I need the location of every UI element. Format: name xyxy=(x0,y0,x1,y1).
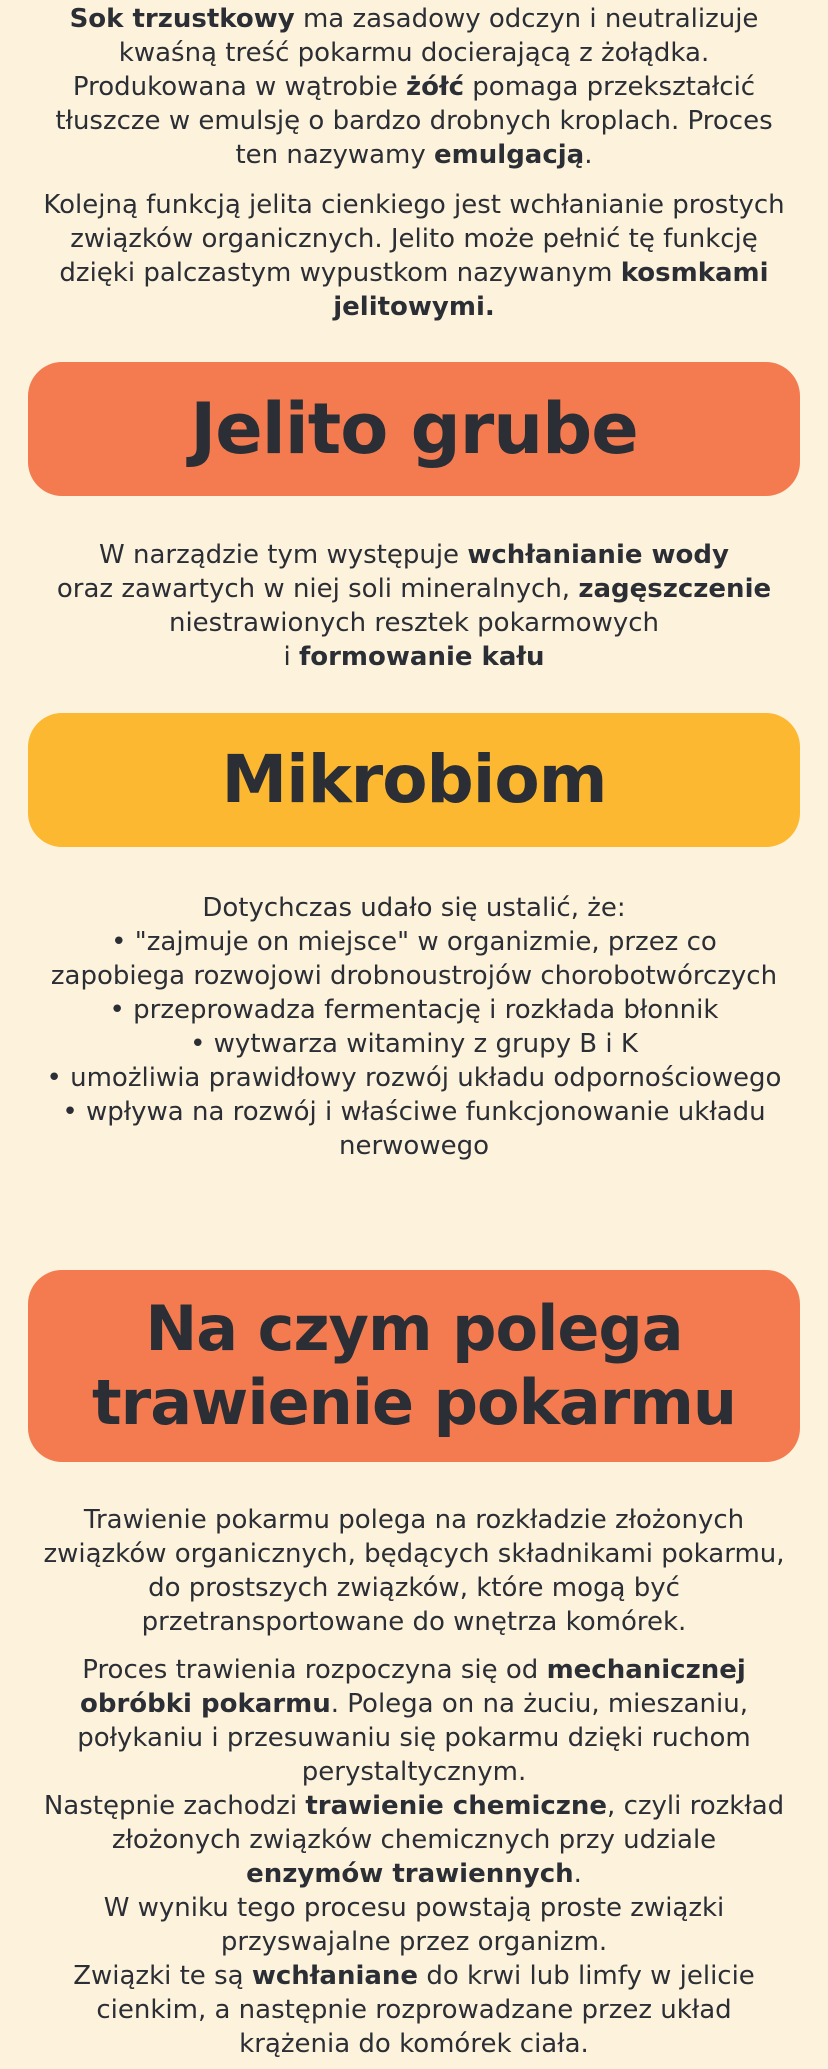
list-item: • przeprowadza fermentację i rozkłada błonnik xyxy=(40,993,788,1027)
bold-phrase: mechanicznej obróbki pokarmu xyxy=(80,1655,746,1719)
section-banner-mikrobiom xyxy=(28,713,800,847)
intro-paragraph-1: Sok trzustkowy ma zasadowy odczyn i neutralizuje kwaśną treść pokarmu docierającą z żołądka. Produkowana w wątrobie żółć pomaga przekształcić tłuszcze w emulsję o bardzo drobnych kroplach. Proces ten nazywamy emulgacją. xyxy=(55,4,773,170)
intro-paragraph-2: Kolejną funkcją jelita cienkiego jest wchłanianie prostych związków organicznych. Jelito może pełnić tę funkcję dzięki palczastym wypustkom nazywanym kosmkami jelitowymi. xyxy=(43,190,785,322)
section-banner-jelito-grube xyxy=(28,362,800,496)
list-item: • wpływa na rozwój i właściwe funkcjonowanie układu nerwowego xyxy=(40,1095,788,1163)
list-item: • umożliwia prawidłowy rozwój układu odpornościowego xyxy=(40,1061,788,1095)
mikrobiom-list xyxy=(40,925,788,1163)
bold-phrase: Sok trzustkowy xyxy=(69,4,295,34)
bold-phrase: trawienie chemiczne xyxy=(305,1791,608,1821)
bold-phrase: wchłaniane xyxy=(251,1961,419,1991)
section-title: Jelito grube xyxy=(190,388,638,470)
bold-phrase: żółć xyxy=(405,72,465,102)
bold-phrase: formowanie kału xyxy=(298,642,545,672)
bold-phrase: emulgacją xyxy=(434,140,585,170)
section-banner-trawienie xyxy=(28,1270,800,1462)
trawienie-paragraph-1: Trawienie pokarmu polega na rozkładzie złożonych związków organicznych, będących składnikami pokarmu, do prostszych związków, które mogą być przetransportowane do wnętrza komórek. xyxy=(43,1505,785,1637)
bold-phrase: kosmkami jelitowymi. xyxy=(333,258,769,322)
bold-phrase: enzymów trawiennych xyxy=(246,1859,574,1889)
trawienie-paragraph-2: Proces trawienia rozpoczyna się od mechanicznej obróbki pokarmu. Polega on na żuciu, mieszaniu, połykaniu i przesuwaniu się pokarmu dzięki ruchom perystaltycznym. Następnie zachodzi trawienie chemiczne, czyli rozkład złożonych związków chemicznych przy udziale enzymów trawiennych. W wyniku tego procesu powstają proste związki przyswajalne przez organizm. Związki te są wchłaniane do krwi lub limfy w jelicie cienkim, a następnie rozprowadzane przez układ krążenia do komórek ciała. xyxy=(43,1655,785,2059)
bold-phrase: wchłanianie wody xyxy=(467,540,729,570)
list-item: • "zajmuje on miejsce" w organizmie, przez co zapobiega rozwojowi drobnoustrojów chorobotwórczych xyxy=(40,925,788,993)
bold-phrase: zagęszczenie xyxy=(578,574,772,604)
section-title: Mikrobiom xyxy=(221,741,607,818)
list-item: • wytwarza witaminy z grupy B i K xyxy=(40,1027,788,1061)
jelito-grube-paragraph: W narządzie tym występuje wchłanianie wody oraz zawartych w niej soli mineralnych, zagęszczenie niestrawionych resztek pokarmowych i formowanie kału xyxy=(56,540,772,672)
mikrobiom-content xyxy=(40,891,788,1163)
section-title: Na czym polega trawienie pokarmu xyxy=(91,1292,737,1439)
mikrobiom-lead: Dotychczas udało się ustalić, że: xyxy=(202,893,626,923)
